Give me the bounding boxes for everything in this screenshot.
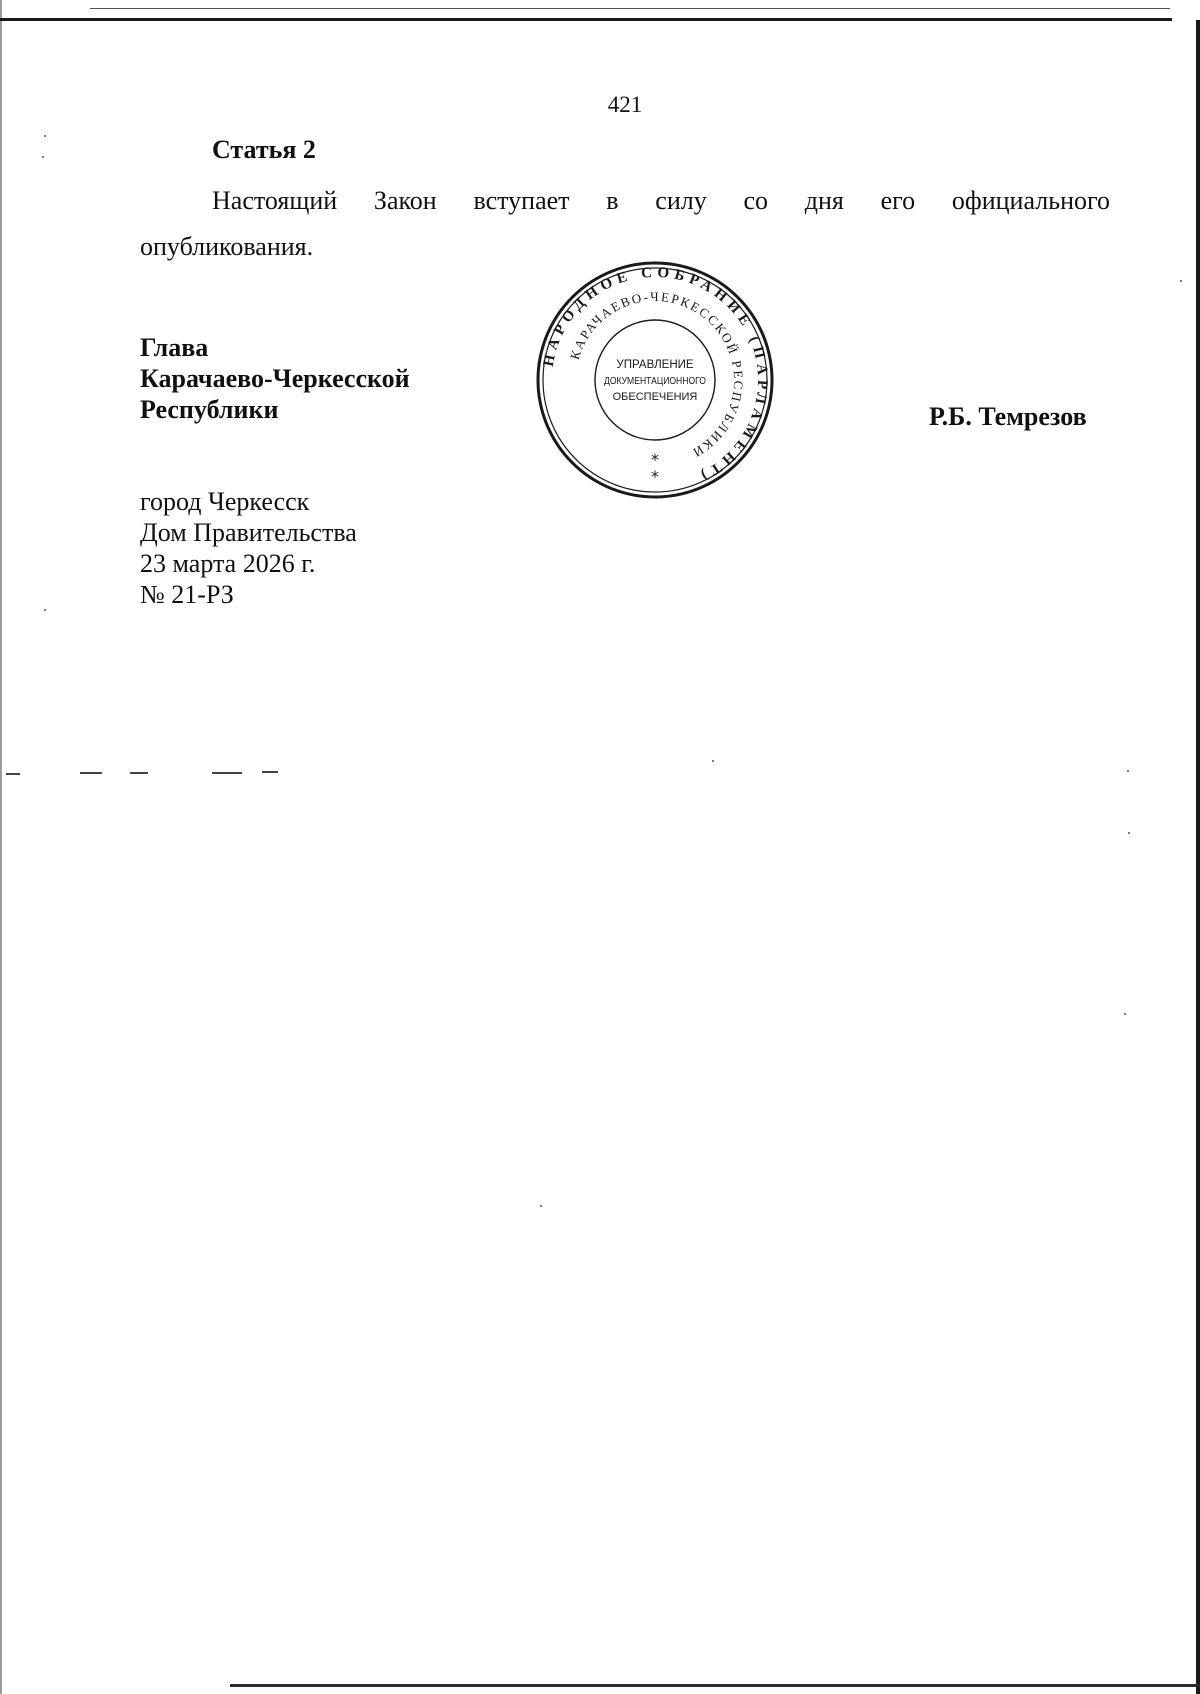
scan-dash xyxy=(130,772,148,774)
place-city: город Черкесск xyxy=(140,487,310,516)
signatory-name: Р.Б. Темрезов xyxy=(929,402,1087,431)
article-text-line-2: опубликования. xyxy=(140,232,314,261)
scan-dash xyxy=(262,771,278,773)
seal-outer-text: НАРОДНОЕ СОБРАНИЕ (ПАРЛАМЕНТ) xyxy=(540,264,771,486)
scan-speck xyxy=(712,760,714,762)
page-number: 421 xyxy=(607,92,643,117)
seal-star: * xyxy=(651,467,659,486)
seal-inner-line: УПРАВЛЕНИЕ xyxy=(616,359,694,371)
scan-speck xyxy=(1180,280,1182,282)
signatory-title xyxy=(140,332,410,425)
seal-inner-line: ОБЕСПЕЧЕНИЯ xyxy=(612,391,698,403)
seal-star: * xyxy=(651,450,659,469)
scan-dash xyxy=(80,772,102,774)
scan-edge-bottom xyxy=(230,1684,1200,1687)
seal-middle-text: КАРАЧАЕВО-ЧЕРКЕССКОЙ РЕСПУБЛИКИ xyxy=(566,288,747,462)
article-heading: Статья 2 xyxy=(212,135,316,164)
article-text-line-1: Настоящий Закон вступает в силу со дня его официального xyxy=(212,186,1110,215)
document-date: 23 марта 2026 г. xyxy=(140,549,316,578)
official-seal xyxy=(532,260,778,500)
signatory-title-line: Республики xyxy=(140,395,279,424)
place-date-number-block xyxy=(140,486,357,610)
place-building: Дом Правительства xyxy=(140,518,357,547)
scan-dash xyxy=(6,773,20,775)
scan-edge-right xyxy=(1196,20,1200,1694)
scan-speck xyxy=(1124,1013,1126,1015)
scan-edge-top xyxy=(0,18,1172,21)
scan-dash xyxy=(212,772,242,774)
scan-edge-left xyxy=(0,0,2,1694)
scan-speck xyxy=(42,156,44,158)
scan-speck xyxy=(44,609,46,611)
scan-speck xyxy=(540,1205,542,1207)
scan-speck xyxy=(1127,770,1129,772)
scan-speck xyxy=(44,135,46,137)
signatory-title-line: Карачаево-Черкесской xyxy=(140,364,410,393)
scan-speck xyxy=(1128,832,1130,834)
signatory-title-line: Глава xyxy=(140,333,209,362)
scan-edge-top-thin xyxy=(90,8,1170,9)
document-number: № 21-РЗ xyxy=(140,580,234,609)
seal-inner-line: ДОКУМЕНТАЦИОННОГО xyxy=(604,375,706,387)
